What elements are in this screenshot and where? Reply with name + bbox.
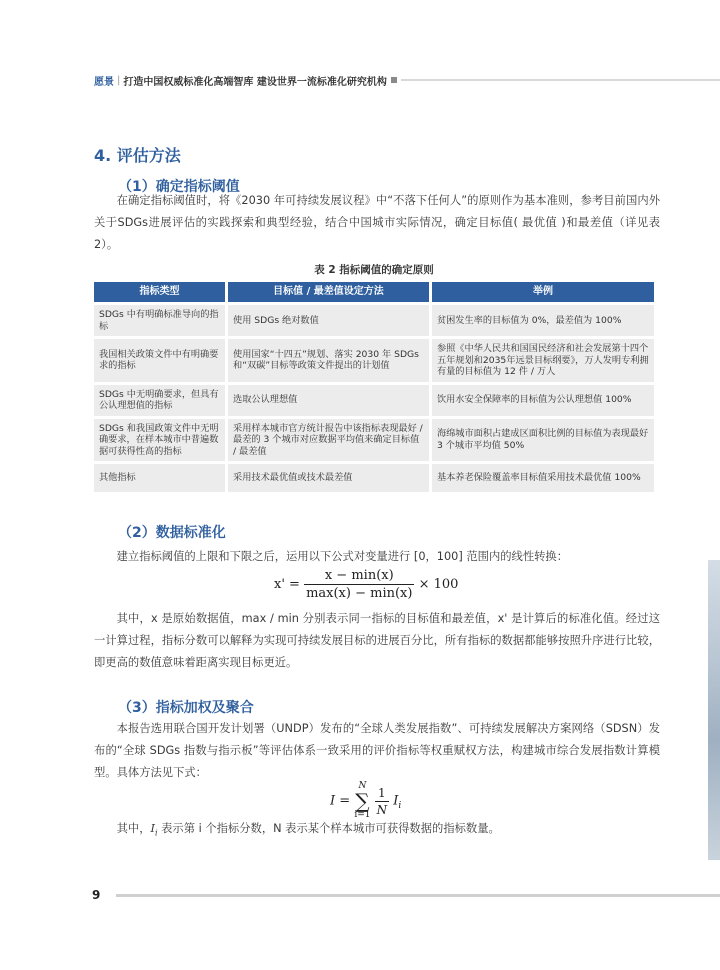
subsection-title-3: （3）指标加权及聚合 bbox=[118, 700, 254, 716]
subsection-title-2: （2）数据标准化 bbox=[118, 525, 226, 541]
table-row bbox=[94, 385, 654, 416]
page-number: 9 bbox=[92, 888, 101, 902]
table-header-cell: 举例 bbox=[429, 282, 654, 302]
table-row bbox=[94, 339, 654, 382]
sum-operator bbox=[354, 782, 370, 820]
table-cell: 采用技术最优值或技术最差值 bbox=[225, 464, 429, 492]
subsection-title-1: （1）确定指标阈值 bbox=[118, 179, 240, 195]
formula-term: I bbox=[393, 793, 399, 809]
formula-fraction bbox=[375, 786, 390, 817]
note-suffix: 表示第 i 个指标分数，N 表示某个样本城市可获得数据的指标数量。 bbox=[157, 822, 500, 835]
threshold-table bbox=[94, 279, 654, 495]
sum-lower-limit: i=1 bbox=[354, 810, 371, 820]
paragraph-weighting bbox=[94, 718, 660, 784]
table-header-cell: 指标类型 bbox=[94, 282, 225, 302]
table-cell: 其他指标 bbox=[94, 464, 225, 492]
note-variable: I bbox=[150, 822, 155, 835]
table-row bbox=[94, 419, 654, 462]
note-variable-subscript: i bbox=[154, 828, 158, 838]
header-title: 打造中国权威标准化高端智库 建设世界一流标准化研究机构 bbox=[123, 76, 387, 88]
header-square-marker bbox=[391, 77, 397, 83]
header-brand: 愿景 bbox=[94, 76, 114, 88]
paragraph-thresholds bbox=[94, 190, 660, 256]
paragraph-formula-note bbox=[94, 818, 660, 844]
table-caption: 表 2 指标阈值的确定原则 bbox=[314, 264, 434, 276]
side-photo-strip bbox=[708, 560, 720, 860]
table-cell: 参照《中华人民共和国国民经济和社会发展第十四个五年规划和2035年远景目标纲要》，万人发明专利拥有量的目标值为 12 件 / 万人 bbox=[429, 339, 654, 382]
formula-denominator: N bbox=[376, 802, 388, 817]
table-cell: 基本养老保险覆盖率目标值采用技术最优值 100% bbox=[429, 464, 654, 492]
paragraph-text bbox=[94, 818, 660, 844]
header-separator: | bbox=[117, 74, 121, 86]
table-row bbox=[94, 464, 654, 492]
sum-upper-limit: N bbox=[358, 781, 367, 791]
table-cell: SDGs 和我国政策文件中无明确要求，在样本城市中普遍数据可获得性高的指标 bbox=[94, 419, 225, 462]
table-cell: SDGs 中无明确要求，但具有公认理想值的指标 bbox=[94, 385, 225, 416]
table-cell: 饮用水安全保障率的目标值为公认理想值 100% bbox=[429, 385, 654, 416]
table-row bbox=[94, 305, 654, 336]
section-title: 4. 评估方法 bbox=[94, 146, 181, 165]
aggregation-formula bbox=[330, 782, 401, 820]
formula-fraction bbox=[304, 568, 414, 601]
paragraph-normalization-intro bbox=[94, 546, 660, 568]
formula-numerator: x − min(x) bbox=[304, 568, 414, 585]
formula-denominator: max(x) − min(x) bbox=[306, 586, 413, 601]
paragraph-text: 本报告选用联合国开发计划署（UNDP）发布的“全球人类发展指数”、可持续发展解决方案网络（SDSN）发布的“全球 SDGs 指数与指示板”等评估体系一致采用的评价指标等权重赋权方法，构建城市综合发展指数计算模型。具体方法见下式： bbox=[94, 722, 660, 779]
table-header-cell: 目标值 / 最差值设定方法 bbox=[225, 282, 429, 302]
table-cell: 使用 SDGs 绝对数值 bbox=[225, 305, 429, 336]
footer-rule bbox=[116, 894, 720, 897]
running-header bbox=[94, 72, 720, 88]
table-cell: 我国相关政策文件中有明确要求的指标 bbox=[94, 339, 225, 382]
table-cell: 贫困发生率的目标值为 0%，最差值为 100% bbox=[429, 305, 654, 336]
paragraph-text: 其中，x 是原始数据值，max / min 分别表示同一指标的目标值和最差值，x' 是计算后的标准化值。经过这一计算过程，指标分数可以解释为实现可持续发展目标的进展百分比，所有指标的数据都能够按照升序进行比较，即更高的数值意味着距离实现目标更近。 bbox=[94, 612, 660, 669]
paragraph-text: 在确定指标阈值时，将《2030 年可持续发展议程》中“不落下任何人”的原则作为基本准则，参考目前国内外关于SDGs进展评估的实践探索和典型经验，结合中国城市实际情况，确定目标值( 最优值 )和最差值（详见表 2）。 bbox=[94, 194, 660, 251]
formula-rhs: × 100 bbox=[418, 577, 459, 592]
normalization-formula bbox=[274, 568, 458, 601]
note-prefix: 其中， bbox=[116, 822, 151, 835]
table-header-row bbox=[94, 282, 654, 302]
table-cell: 使用国家“十四五”规划、落实 2030 年 SDGs 和“双碳”目标等政策文件提出的计划值 bbox=[225, 339, 429, 382]
formula-term-subscript: i bbox=[398, 801, 402, 812]
sigma-icon: ∑ bbox=[355, 789, 370, 813]
paragraph-normalization bbox=[94, 608, 660, 674]
formula-lhs: x' = bbox=[274, 577, 300, 592]
table-cell: 海绵城市面积占建成区面积比例的目标值为表现最好 3 个城市平均值 50% bbox=[429, 419, 654, 462]
paragraph-text: 建立指标阈值的上限和下限之后，运用以下公式对变量进行 [0，100] 范围内的线性转换： bbox=[116, 550, 569, 563]
table-cell: 选取公认理想值 bbox=[225, 385, 429, 416]
formula-numerator: 1 bbox=[375, 786, 390, 802]
table-cell: 采用样本城市官方统计报告中该指标表现最好 / 最差的 3 个城市对应数据平均值来确定目标值 / 最差值 bbox=[225, 419, 429, 462]
table-cell: SDGs 中有明确标准导向的指标 bbox=[94, 305, 225, 336]
formula-lhs: I = bbox=[330, 793, 351, 809]
header-rule bbox=[401, 79, 720, 81]
